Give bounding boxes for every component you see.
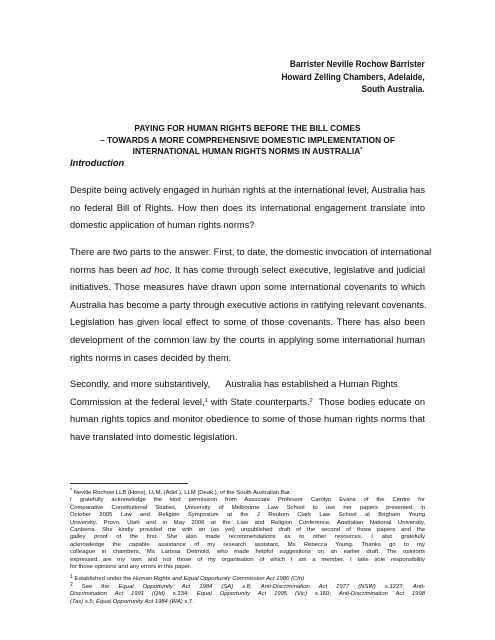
paragraph-3 — [70, 376, 425, 446]
title-line-2: – TOWARDS A MORE COMPREHENSIVE DOMESTIC IMPLEMENTATION OF — [100, 134, 395, 145]
text-line: Secondly, and more substantively, Australia has established a Human Rights — [70, 379, 398, 389]
text-line: human rights topics and monitor obedience to some of those human rights norms that — [70, 414, 425, 425]
title-line-1: PAYING FOR HUMAN RIGHTS BEFORE THE BILL COMES — [134, 123, 361, 133]
text-line: There are two parts to the answer. First, to date, the domestic invocation of international — [70, 247, 432, 257]
text-line: norms has been ad hoc. It has come through select executive, legislative and judicial — [70, 264, 426, 275]
text-line: development of the common law by the courts in applying some international human — [70, 334, 425, 345]
text-line: no federal Bill of Rights. How then does its international engagement translate into — [70, 202, 425, 213]
text-line: Commission at the federal level,$^1$ with State counterparts.$^2$ Those bodies educate on — [70, 396, 425, 407]
paragraph-2 — [70, 244, 432, 367]
footnote-ref-1[interactable]: 1 — [204, 397, 208, 404]
text-line: Australia has become a party through executive actions in ratifying relevant covenants. — [70, 299, 427, 310]
author-line-2: Howard Zelling Chambers, Adelaide, — [281, 71, 425, 82]
author-block — [282, 58, 425, 96]
footnote-1: $^1$ Established under the Human Rights and Equal Opportunity Commission Act 1986 (Cth) — [70, 574, 305, 583]
footnotes — [70, 490, 425, 606]
text-line: have translated into domestic legislation. — [70, 431, 238, 442]
author-line-3: South Australia. — [361, 84, 425, 95]
footnote-2: $^2$ See the Equal Opportunity Act 1984 (SA) s.8; Anti-Discrimination Act 1977 (NSW) s.122T; Anti- Discrimination Act 1991 (Qld) s.234; Equal Opportunity Act 1995 (Vic) s.160; Anti-Discrimination Act 1998 (Tas) s.5; Equal Opportunity Act 1984 (WA) s.7. — [70, 581, 425, 605]
text-line: rights norms in cases decided by them. — [70, 352, 232, 363]
footnote-acknowledgement: I gratefully acknowledge the kind permission from Associate Professor Carolyn Evans of the Centre for Comparative Constitutional Studies, University of Melbourne Law School to use her papers presented in October 2005 Law and Religion Symposium at the J Reuben Clark Law School at Brigham Young University, Provo, Utah and in May 2006 at the Law and Religion Conference, Australian National University, Canberra. She kindly provided me with an (as yet) unpublished draft of the second of those papers and the galley proof of the first. She also made recommendations as to other resources. I also gratefully acknowledge the capable assistance of my research assistant, Ms Rebecca Young. Thanks go to my colleague in chambers, Ms Larissa Detmold, who made helpful suggestions on an earlier draft. The opinions expressed are my own and not those of my organisation of which I am a member. I take sole responsibility for those opinions and any errors in this paper. — [70, 497, 425, 571]
title-footnote-marker[interactable]: * — [360, 147, 363, 154]
paragraph-1 — [70, 182, 425, 235]
paper-title — [70, 123, 425, 158]
footnote-ref-2[interactable]: 2 — [309, 397, 313, 404]
text-line: initiatives. Those measures have drawn upon some international covenants to which — [70, 282, 425, 293]
text-line: Despite being actively engaged in human rights at the international level, Australia has — [70, 185, 425, 195]
title-line-3: INTERNATIONAL HUMAN RIGHTS NORMS IN AUSTRALIA* — [132, 146, 363, 157]
footnote-separator — [70, 483, 188, 484]
footnote-star: * Neville Rochow LLB (Hons), LLM, (Adel.), LLM (Deak.), of the South Australian Bar. — [70, 488, 292, 496]
section-heading: Introduction — [70, 158, 125, 168]
text-line: domestic application of human rights norms? — [70, 220, 255, 231]
author-line-1: Barrister Neville Rochow Barrister — [290, 59, 425, 69]
text-line: Legislation has given local effect to some of those covenants. There has also been — [70, 317, 425, 328]
